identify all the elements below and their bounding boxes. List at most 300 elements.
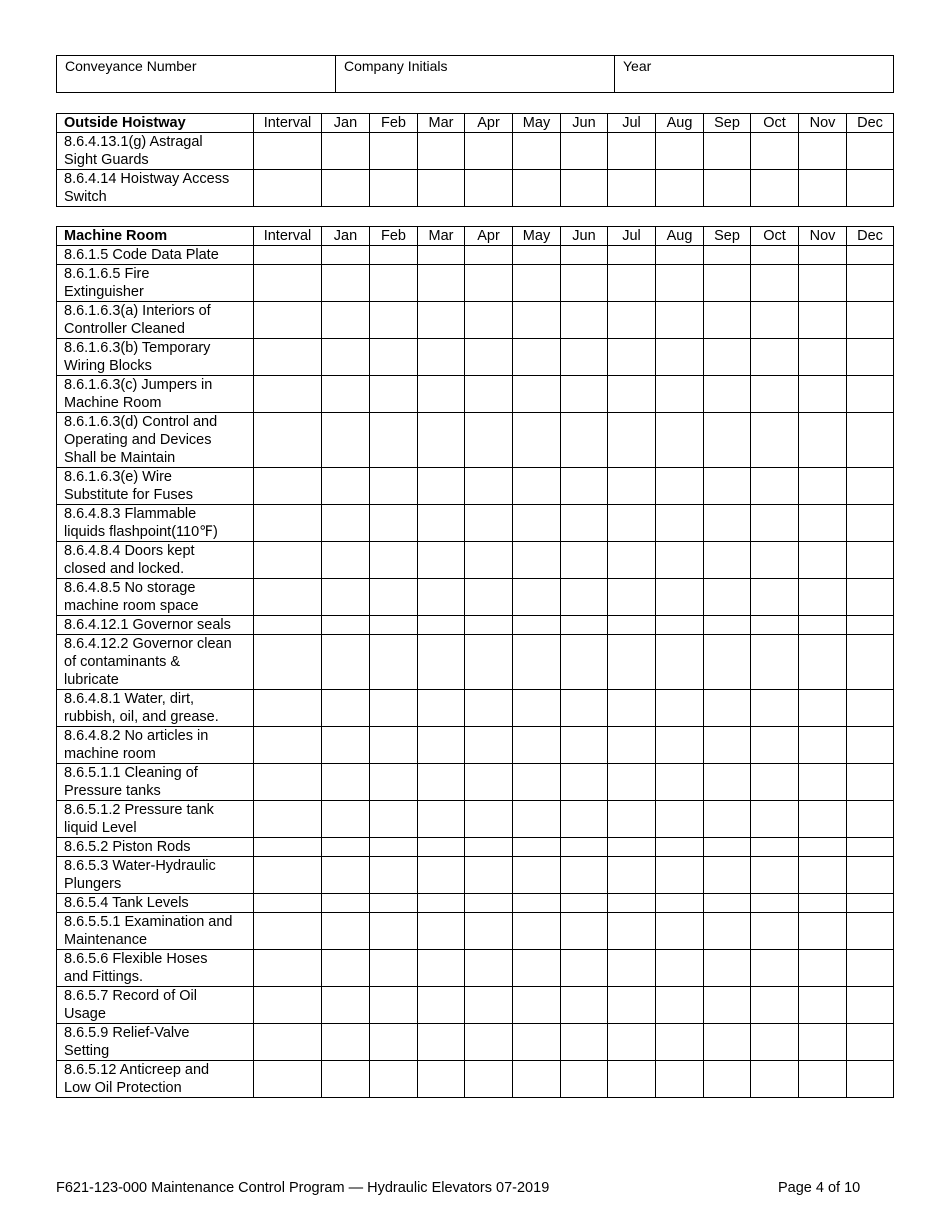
entry-cell-interval[interactable] <box>254 1061 322 1098</box>
entry-cell-jul[interactable] <box>608 265 656 302</box>
entry-cell-dec[interactable] <box>847 616 894 635</box>
entry-cell-jan[interactable] <box>322 1024 370 1061</box>
entry-cell-dec[interactable] <box>847 339 894 376</box>
entry-cell-aug[interactable] <box>656 133 704 170</box>
entry-cell-interval[interactable] <box>254 616 322 635</box>
entry-cell-aug[interactable] <box>656 302 704 339</box>
entry-cell-jun[interactable] <box>561 579 608 616</box>
entry-cell-sep[interactable] <box>704 616 751 635</box>
entry-cell-feb[interactable] <box>370 468 418 505</box>
entry-cell-sep[interactable] <box>704 1024 751 1061</box>
entry-cell-apr[interactable] <box>465 727 513 764</box>
entry-cell-aug[interactable] <box>656 838 704 857</box>
entry-cell-jul[interactable] <box>608 413 656 468</box>
entry-cell-apr[interactable] <box>465 1061 513 1098</box>
entry-cell-nov[interactable] <box>799 801 847 838</box>
entry-cell-apr[interactable] <box>465 170 513 207</box>
entry-cell-mar[interactable] <box>418 1061 465 1098</box>
entry-cell-apr[interactable] <box>465 413 513 468</box>
entry-cell-interval[interactable] <box>254 579 322 616</box>
entry-cell-feb[interactable] <box>370 339 418 376</box>
entry-cell-dec[interactable] <box>847 376 894 413</box>
entry-cell-may[interactable] <box>513 170 561 207</box>
entry-cell-interval[interactable] <box>254 913 322 950</box>
entry-cell-dec[interactable] <box>847 265 894 302</box>
entry-cell-may[interactable] <box>513 376 561 413</box>
entry-cell-feb[interactable] <box>370 1061 418 1098</box>
entry-cell-mar[interactable] <box>418 246 465 265</box>
entry-cell-oct[interactable] <box>751 635 799 690</box>
entry-cell-dec[interactable] <box>847 950 894 987</box>
entry-cell-interval[interactable] <box>254 857 322 894</box>
entry-cell-apr[interactable] <box>465 894 513 913</box>
entry-cell-sep[interactable] <box>704 727 751 764</box>
entry-cell-dec[interactable] <box>847 302 894 339</box>
entry-cell-may[interactable] <box>513 339 561 376</box>
entry-cell-aug[interactable] <box>656 894 704 913</box>
entry-cell-nov[interactable] <box>799 727 847 764</box>
entry-cell-mar[interactable] <box>418 579 465 616</box>
entry-cell-interval[interactable] <box>254 339 322 376</box>
entry-cell-may[interactable] <box>513 616 561 635</box>
year-field[interactable] <box>615 56 893 92</box>
entry-cell-jul[interactable] <box>608 894 656 913</box>
entry-cell-nov[interactable] <box>799 133 847 170</box>
entry-cell-interval[interactable] <box>254 950 322 987</box>
entry-cell-interval[interactable] <box>254 764 322 801</box>
entry-cell-nov[interactable] <box>799 857 847 894</box>
entry-cell-mar[interactable] <box>418 913 465 950</box>
entry-cell-jan[interactable] <box>322 170 370 207</box>
entry-cell-aug[interactable] <box>656 579 704 616</box>
entry-cell-oct[interactable] <box>751 913 799 950</box>
entry-cell-may[interactable] <box>513 913 561 950</box>
entry-cell-jul[interactable] <box>608 1024 656 1061</box>
entry-cell-jun[interactable] <box>561 987 608 1024</box>
entry-cell-dec[interactable] <box>847 246 894 265</box>
entry-cell-may[interactable] <box>513 894 561 913</box>
entry-cell-dec[interactable] <box>847 1024 894 1061</box>
entry-cell-dec[interactable] <box>847 133 894 170</box>
entry-cell-dec[interactable] <box>847 542 894 579</box>
entry-cell-jan[interactable] <box>322 987 370 1024</box>
entry-cell-jan[interactable] <box>322 857 370 894</box>
entry-cell-oct[interactable] <box>751 339 799 376</box>
entry-cell-dec[interactable] <box>847 505 894 542</box>
entry-cell-jul[interactable] <box>608 950 656 987</box>
entry-cell-dec[interactable] <box>847 635 894 690</box>
entry-cell-apr[interactable] <box>465 950 513 987</box>
entry-cell-apr[interactable] <box>465 616 513 635</box>
entry-cell-jun[interactable] <box>561 133 608 170</box>
entry-cell-jan[interactable] <box>322 542 370 579</box>
entry-cell-apr[interactable] <box>465 339 513 376</box>
entry-cell-aug[interactable] <box>656 950 704 987</box>
entry-cell-jan[interactable] <box>322 468 370 505</box>
entry-cell-jan[interactable] <box>322 133 370 170</box>
entry-cell-oct[interactable] <box>751 170 799 207</box>
entry-cell-jan[interactable] <box>322 616 370 635</box>
entry-cell-jun[interactable] <box>561 542 608 579</box>
entry-cell-jan[interactable] <box>322 413 370 468</box>
entry-cell-interval[interactable] <box>254 801 322 838</box>
entry-cell-interval[interactable] <box>254 246 322 265</box>
entry-cell-mar[interactable] <box>418 690 465 727</box>
entry-cell-nov[interactable] <box>799 542 847 579</box>
entry-cell-sep[interactable] <box>704 579 751 616</box>
entry-cell-feb[interactable] <box>370 838 418 857</box>
entry-cell-aug[interactable] <box>656 690 704 727</box>
entry-cell-interval[interactable] <box>254 133 322 170</box>
entry-cell-apr[interactable] <box>465 857 513 894</box>
entry-cell-jan[interactable] <box>322 913 370 950</box>
entry-cell-jun[interactable] <box>561 505 608 542</box>
entry-cell-jan[interactable] <box>322 801 370 838</box>
entry-cell-jun[interactable] <box>561 801 608 838</box>
entry-cell-feb[interactable] <box>370 635 418 690</box>
entry-cell-interval[interactable] <box>254 727 322 764</box>
entry-cell-jun[interactable] <box>561 468 608 505</box>
entry-cell-jan[interactable] <box>322 838 370 857</box>
entry-cell-jan[interactable] <box>322 579 370 616</box>
entry-cell-nov[interactable] <box>799 987 847 1024</box>
entry-cell-jun[interactable] <box>561 1024 608 1061</box>
entry-cell-dec[interactable] <box>847 1061 894 1098</box>
entry-cell-interval[interactable] <box>254 542 322 579</box>
entry-cell-apr[interactable] <box>465 376 513 413</box>
entry-cell-jul[interactable] <box>608 376 656 413</box>
entry-cell-may[interactable] <box>513 987 561 1024</box>
entry-cell-aug[interactable] <box>656 801 704 838</box>
entry-cell-jun[interactable] <box>561 635 608 690</box>
entry-cell-jul[interactable] <box>608 838 656 857</box>
entry-cell-feb[interactable] <box>370 542 418 579</box>
entry-cell-sep[interactable] <box>704 542 751 579</box>
entry-cell-nov[interactable] <box>799 413 847 468</box>
entry-cell-sep[interactable] <box>704 801 751 838</box>
entry-cell-nov[interactable] <box>799 690 847 727</box>
entry-cell-dec[interactable] <box>847 857 894 894</box>
entry-cell-sep[interactable] <box>704 1061 751 1098</box>
entry-cell-apr[interactable] <box>465 542 513 579</box>
entry-cell-jun[interactable] <box>561 339 608 376</box>
entry-cell-apr[interactable] <box>465 635 513 690</box>
entry-cell-jun[interactable] <box>561 413 608 468</box>
entry-cell-may[interactable] <box>513 764 561 801</box>
entry-cell-oct[interactable] <box>751 838 799 857</box>
entry-cell-mar[interactable] <box>418 635 465 690</box>
entry-cell-sep[interactable] <box>704 950 751 987</box>
entry-cell-feb[interactable] <box>370 246 418 265</box>
entry-cell-jun[interactable] <box>561 170 608 207</box>
entry-cell-jun[interactable] <box>561 764 608 801</box>
entry-cell-aug[interactable] <box>656 413 704 468</box>
entry-cell-dec[interactable] <box>847 727 894 764</box>
entry-cell-feb[interactable] <box>370 265 418 302</box>
entry-cell-jul[interactable] <box>608 857 656 894</box>
entry-cell-may[interactable] <box>513 413 561 468</box>
entry-cell-mar[interactable] <box>418 376 465 413</box>
entry-cell-aug[interactable] <box>656 1024 704 1061</box>
entry-cell-oct[interactable] <box>751 468 799 505</box>
entry-cell-may[interactable] <box>513 838 561 857</box>
entry-cell-apr[interactable] <box>465 801 513 838</box>
entry-cell-sep[interactable] <box>704 987 751 1024</box>
entry-cell-jan[interactable] <box>322 690 370 727</box>
entry-cell-jul[interactable] <box>608 764 656 801</box>
entry-cell-sep[interactable] <box>704 302 751 339</box>
entry-cell-may[interactable] <box>513 302 561 339</box>
entry-cell-jun[interactable] <box>561 616 608 635</box>
entry-cell-mar[interactable] <box>418 801 465 838</box>
entry-cell-may[interactable] <box>513 265 561 302</box>
entry-cell-feb[interactable] <box>370 894 418 913</box>
entry-cell-jan[interactable] <box>322 950 370 987</box>
entry-cell-mar[interactable] <box>418 505 465 542</box>
entry-cell-mar[interactable] <box>418 987 465 1024</box>
entry-cell-dec[interactable] <box>847 764 894 801</box>
entry-cell-sep[interactable] <box>704 133 751 170</box>
entry-cell-aug[interactable] <box>656 635 704 690</box>
entry-cell-dec[interactable] <box>847 801 894 838</box>
entry-cell-oct[interactable] <box>751 246 799 265</box>
entry-cell-sep[interactable] <box>704 468 751 505</box>
entry-cell-nov[interactable] <box>799 246 847 265</box>
entry-cell-feb[interactable] <box>370 376 418 413</box>
entry-cell-interval[interactable] <box>254 302 322 339</box>
entry-cell-aug[interactable] <box>656 857 704 894</box>
entry-cell-feb[interactable] <box>370 302 418 339</box>
entry-cell-apr[interactable] <box>465 468 513 505</box>
entry-cell-nov[interactable] <box>799 894 847 913</box>
entry-cell-feb[interactable] <box>370 764 418 801</box>
entry-cell-interval[interactable] <box>254 505 322 542</box>
entry-cell-oct[interactable] <box>751 376 799 413</box>
entry-cell-apr[interactable] <box>465 690 513 727</box>
entry-cell-nov[interactable] <box>799 1061 847 1098</box>
entry-cell-oct[interactable] <box>751 302 799 339</box>
entry-cell-aug[interactable] <box>656 1061 704 1098</box>
entry-cell-nov[interactable] <box>799 505 847 542</box>
entry-cell-apr[interactable] <box>465 505 513 542</box>
entry-cell-oct[interactable] <box>751 133 799 170</box>
entry-cell-may[interactable] <box>513 542 561 579</box>
entry-cell-may[interactable] <box>513 1061 561 1098</box>
entry-cell-mar[interactable] <box>418 857 465 894</box>
entry-cell-dec[interactable] <box>847 690 894 727</box>
entry-cell-sep[interactable] <box>704 764 751 801</box>
entry-cell-jul[interactable] <box>608 505 656 542</box>
entry-cell-apr[interactable] <box>465 246 513 265</box>
entry-cell-jan[interactable] <box>322 1061 370 1098</box>
entry-cell-sep[interactable] <box>704 376 751 413</box>
entry-cell-feb[interactable] <box>370 857 418 894</box>
entry-cell-apr[interactable] <box>465 1024 513 1061</box>
entry-cell-oct[interactable] <box>751 764 799 801</box>
entry-cell-dec[interactable] <box>847 894 894 913</box>
entry-cell-jul[interactable] <box>608 170 656 207</box>
entry-cell-mar[interactable] <box>418 616 465 635</box>
entry-cell-jan[interactable] <box>322 635 370 690</box>
entry-cell-may[interactable] <box>513 579 561 616</box>
entry-cell-mar[interactable] <box>418 950 465 987</box>
entry-cell-mar[interactable] <box>418 1024 465 1061</box>
entry-cell-sep[interactable] <box>704 690 751 727</box>
entry-cell-may[interactable] <box>513 635 561 690</box>
entry-cell-sep[interactable] <box>704 413 751 468</box>
entry-cell-mar[interactable] <box>418 838 465 857</box>
entry-cell-may[interactable] <box>513 857 561 894</box>
entry-cell-jan[interactable] <box>322 246 370 265</box>
entry-cell-interval[interactable] <box>254 376 322 413</box>
entry-cell-interval[interactable] <box>254 1024 322 1061</box>
entry-cell-oct[interactable] <box>751 1024 799 1061</box>
entry-cell-aug[interactable] <box>656 339 704 376</box>
entry-cell-jul[interactable] <box>608 246 656 265</box>
entry-cell-nov[interactable] <box>799 302 847 339</box>
entry-cell-feb[interactable] <box>370 1024 418 1061</box>
entry-cell-feb[interactable] <box>370 801 418 838</box>
entry-cell-nov[interactable] <box>799 913 847 950</box>
entry-cell-mar[interactable] <box>418 302 465 339</box>
entry-cell-aug[interactable] <box>656 265 704 302</box>
entry-cell-oct[interactable] <box>751 690 799 727</box>
entry-cell-aug[interactable] <box>656 764 704 801</box>
entry-cell-mar[interactable] <box>418 265 465 302</box>
entry-cell-oct[interactable] <box>751 505 799 542</box>
entry-cell-nov[interactable] <box>799 1024 847 1061</box>
entry-cell-nov[interactable] <box>799 635 847 690</box>
entry-cell-jun[interactable] <box>561 302 608 339</box>
entry-cell-jun[interactable] <box>561 950 608 987</box>
entry-cell-oct[interactable] <box>751 413 799 468</box>
entry-cell-jul[interactable] <box>608 635 656 690</box>
entry-cell-jul[interactable] <box>608 339 656 376</box>
entry-cell-mar[interactable] <box>418 413 465 468</box>
company-initials-field[interactable] <box>336 56 615 92</box>
entry-cell-feb[interactable] <box>370 505 418 542</box>
entry-cell-nov[interactable] <box>799 170 847 207</box>
entry-cell-interval[interactable] <box>254 894 322 913</box>
entry-cell-nov[interactable] <box>799 468 847 505</box>
entry-cell-jan[interactable] <box>322 265 370 302</box>
entry-cell-apr[interactable] <box>465 838 513 857</box>
entry-cell-dec[interactable] <box>847 987 894 1024</box>
entry-cell-oct[interactable] <box>751 265 799 302</box>
entry-cell-apr[interactable] <box>465 987 513 1024</box>
entry-cell-apr[interactable] <box>465 133 513 170</box>
entry-cell-jun[interactable] <box>561 246 608 265</box>
entry-cell-dec[interactable] <box>847 579 894 616</box>
entry-cell-aug[interactable] <box>656 246 704 265</box>
entry-cell-jan[interactable] <box>322 376 370 413</box>
entry-cell-sep[interactable] <box>704 505 751 542</box>
entry-cell-mar[interactable] <box>418 542 465 579</box>
entry-cell-nov[interactable] <box>799 764 847 801</box>
entry-cell-dec[interactable] <box>847 468 894 505</box>
entry-cell-feb[interactable] <box>370 413 418 468</box>
entry-cell-jan[interactable] <box>322 894 370 913</box>
entry-cell-sep[interactable] <box>704 894 751 913</box>
entry-cell-jul[interactable] <box>608 302 656 339</box>
entry-cell-oct[interactable] <box>751 987 799 1024</box>
entry-cell-aug[interactable] <box>656 987 704 1024</box>
entry-cell-jul[interactable] <box>608 801 656 838</box>
entry-cell-jan[interactable] <box>322 505 370 542</box>
entry-cell-oct[interactable] <box>751 616 799 635</box>
entry-cell-jan[interactable] <box>322 727 370 764</box>
entry-cell-apr[interactable] <box>465 913 513 950</box>
entry-cell-jul[interactable] <box>608 1061 656 1098</box>
entry-cell-nov[interactable] <box>799 579 847 616</box>
entry-cell-nov[interactable] <box>799 950 847 987</box>
entry-cell-oct[interactable] <box>751 801 799 838</box>
entry-cell-mar[interactable] <box>418 468 465 505</box>
entry-cell-oct[interactable] <box>751 857 799 894</box>
entry-cell-sep[interactable] <box>704 857 751 894</box>
entry-cell-jul[interactable] <box>608 579 656 616</box>
entry-cell-feb[interactable] <box>370 170 418 207</box>
entry-cell-interval[interactable] <box>254 838 322 857</box>
entry-cell-sep[interactable] <box>704 913 751 950</box>
entry-cell-mar[interactable] <box>418 764 465 801</box>
entry-cell-feb[interactable] <box>370 987 418 1024</box>
entry-cell-sep[interactable] <box>704 339 751 376</box>
entry-cell-mar[interactable] <box>418 894 465 913</box>
entry-cell-sep[interactable] <box>704 265 751 302</box>
entry-cell-jan[interactable] <box>322 302 370 339</box>
entry-cell-dec[interactable] <box>847 838 894 857</box>
entry-cell-feb[interactable] <box>370 727 418 764</box>
entry-cell-mar[interactable] <box>418 339 465 376</box>
entry-cell-jun[interactable] <box>561 894 608 913</box>
entry-cell-nov[interactable] <box>799 616 847 635</box>
entry-cell-aug[interactable] <box>656 616 704 635</box>
entry-cell-aug[interactable] <box>656 170 704 207</box>
entry-cell-aug[interactable] <box>656 727 704 764</box>
entry-cell-interval[interactable] <box>254 987 322 1024</box>
entry-cell-jun[interactable] <box>561 265 608 302</box>
entry-cell-sep[interactable] <box>704 838 751 857</box>
entry-cell-jul[interactable] <box>608 133 656 170</box>
entry-cell-jun[interactable] <box>561 727 608 764</box>
entry-cell-jul[interactable] <box>608 468 656 505</box>
entry-cell-feb[interactable] <box>370 616 418 635</box>
entry-cell-aug[interactable] <box>656 376 704 413</box>
entry-cell-aug[interactable] <box>656 542 704 579</box>
entry-cell-oct[interactable] <box>751 1061 799 1098</box>
entry-cell-apr[interactable] <box>465 302 513 339</box>
entry-cell-mar[interactable] <box>418 170 465 207</box>
entry-cell-jul[interactable] <box>608 690 656 727</box>
entry-cell-interval[interactable] <box>254 468 322 505</box>
entry-cell-nov[interactable] <box>799 265 847 302</box>
entry-cell-interval[interactable] <box>254 690 322 727</box>
entry-cell-oct[interactable] <box>751 542 799 579</box>
entry-cell-mar[interactable] <box>418 133 465 170</box>
conveyance-number-field[interactable] <box>57 56 336 92</box>
entry-cell-feb[interactable] <box>370 579 418 616</box>
entry-cell-jul[interactable] <box>608 616 656 635</box>
entry-cell-jun[interactable] <box>561 1061 608 1098</box>
entry-cell-apr[interactable] <box>465 579 513 616</box>
entry-cell-sep[interactable] <box>704 170 751 207</box>
entry-cell-aug[interactable] <box>656 468 704 505</box>
entry-cell-jun[interactable] <box>561 857 608 894</box>
entry-cell-interval[interactable] <box>254 635 322 690</box>
entry-cell-nov[interactable] <box>799 838 847 857</box>
entry-cell-dec[interactable] <box>847 170 894 207</box>
